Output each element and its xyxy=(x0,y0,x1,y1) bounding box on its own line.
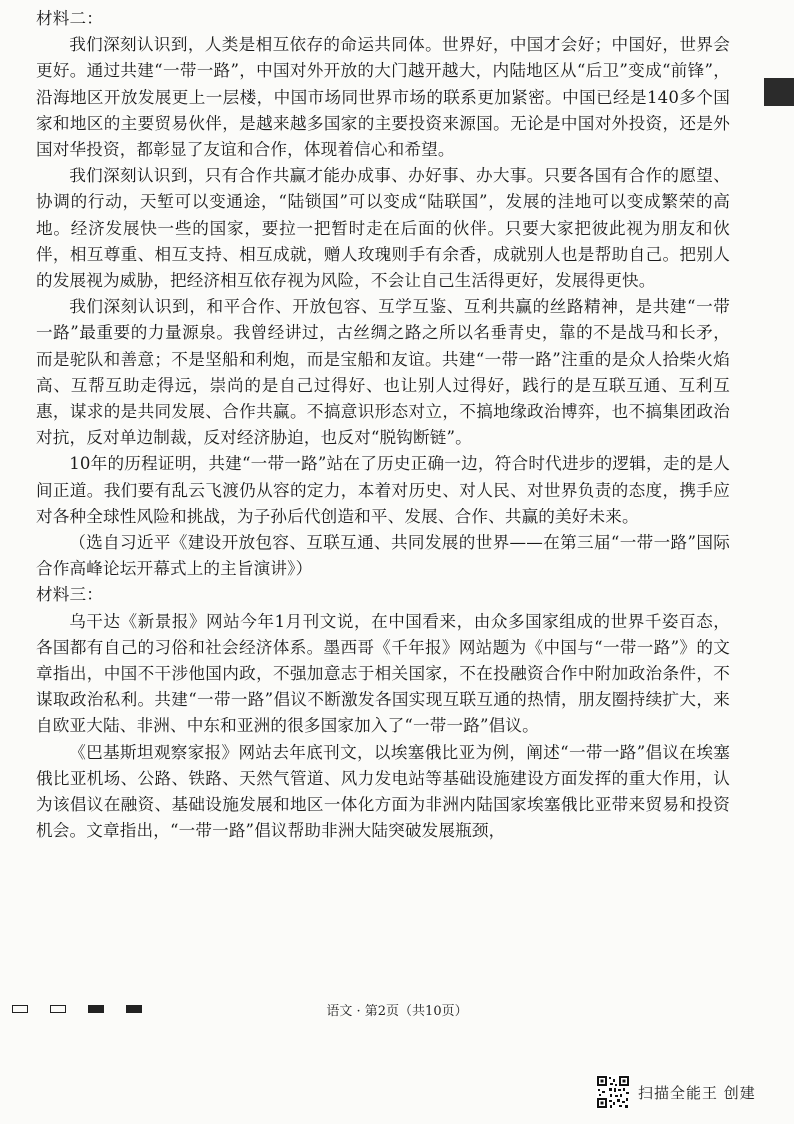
page-number: 语文 · 第2页（共10页） xyxy=(326,1004,468,1019)
material-2-paragraph-4: 10年的历程证明，共建“一带一路”站在了历史正确一边，符合时代进步的逻辑，走的是人间正道。我们要有乱云飞渡仍从容的定力，本着对历史、对人民、对世界负责的态度，携手应对各种全球性风险和挑战，为子孙后代创造和平、发展、合作、共赢的美好未来。 xyxy=(36,454,730,526)
material-3-paragraph-2: 《巴基斯坦观察家报》网站去年底刊文，以埃塞俄比亚为例，阐述“一带一路”倡议在埃塞俄比亚机场、公路、铁路、天然气管道、风力发电站等基础设施建设方面发挥的重大作用，认为该倡议在融资、基础设施发展和地区一体化方面为非洲内陆国家埃塞俄比亚带来贸易和投资机会。文章指出，“一带一路”倡议帮助非洲大陆突破发展瓶颈， xyxy=(36,742,730,841)
page-edge-tab xyxy=(764,78,794,106)
scanner-watermark xyxy=(596,1075,756,1109)
material-2-paragraph-3: 我们深刻认识到，和平合作、开放包容、互学互鉴、互利共赢的丝路精神，是共建“一带一路”最重要的力量源泉。我曾经讲过，古丝绸之路之所以名垂青史，靠的不是战马和长矛，而是驼队和善意；不是坚船和利炮，而是宝船和友谊。共建“一带一路”注重的是众人拾柴火焰高、互帮互助走得远，崇尚的是自己过得好、也让别人过得好，践行的是互联互通、互利互惠，谋求的是共同发展、合作共赢。不搞意识形态对立，不搞地缘政治博弈，也不搞集团政治对抗，反对单边制裁，反对经济胁迫，也反对“脱钩断链”。 xyxy=(36,297,730,448)
material-2-citation: （选自习近平《建设开放包容、互联互通、共同发展的世界——在第三届“一带一路”国际合作高峰论坛开幕式上的主旨演讲》） xyxy=(36,533,730,579)
material-2-paragraph-2: 我们深刻认识到，只有合作共赢才能办成事、办好事、办大事。只要各国有合作的愿望、协调的行动，天堑可以变通途，“陆锁国”可以变成“陆联国”，发展的洼地可以变成繁荣的高地。经济发展快一些的国家，要拉一把暂时走在后面的伙伴。只要大家把彼此视为朋友和伙伴，相互尊重、相互支持、相互成就，赠人玫瑰则手有余香，成就别人也是帮助自己。把别人的发展视为威胁，把经济相互依存视为风险，不会让自己生活得更好，发展得更快。 xyxy=(36,166,730,291)
material-2-heading: 材料二： xyxy=(36,9,103,28)
material-3-paragraph-1: 乌干达《新景报》网站今年1月刊文说，在中国看来，由众多国家组成的世界千姿百态，各国都有自己的习俗和社会经济体系。墨西哥《千年报》网站题为《中国与“一带一路”》的文章指出，中国不干涉他国内政，不强加意志于相关国家，不在投融资合作中附加政治条件，不谋取政治私利。共建“一带一路”倡议不断激发各国实现互联互通的热情，朋友圈持续扩大，来自欧亚大陆、非洲、中东和亚洲的很多国家加入了“一带一路”倡议。 xyxy=(36,611,730,736)
material-2-paragraph-1: 我们深刻认识到，人类是相互依存的命运共同体。世界好，中国才会好；中国好，世界会更好。通过共建“一带一路”，中国对外开放的大门越开越大，内陆地区从“后卫”变成“前锋”，沿海地区开放发展更上一层楼，中国市场同世界市场的联系更加紧密。中国已经是140多个国家和地区的主要贸易伙伴，是越来越多国家的主要投资来源国。无论是中国对外投资，还是外国对华投资，都彰显了友谊和合作，体现着信心和希望。 xyxy=(36,35,730,160)
qr-code-icon xyxy=(596,1075,630,1109)
page-content xyxy=(36,6,730,845)
material-3-heading: 材料三： xyxy=(36,585,103,605)
scanner-label: 扫描全能王 创建 xyxy=(638,1083,756,1102)
